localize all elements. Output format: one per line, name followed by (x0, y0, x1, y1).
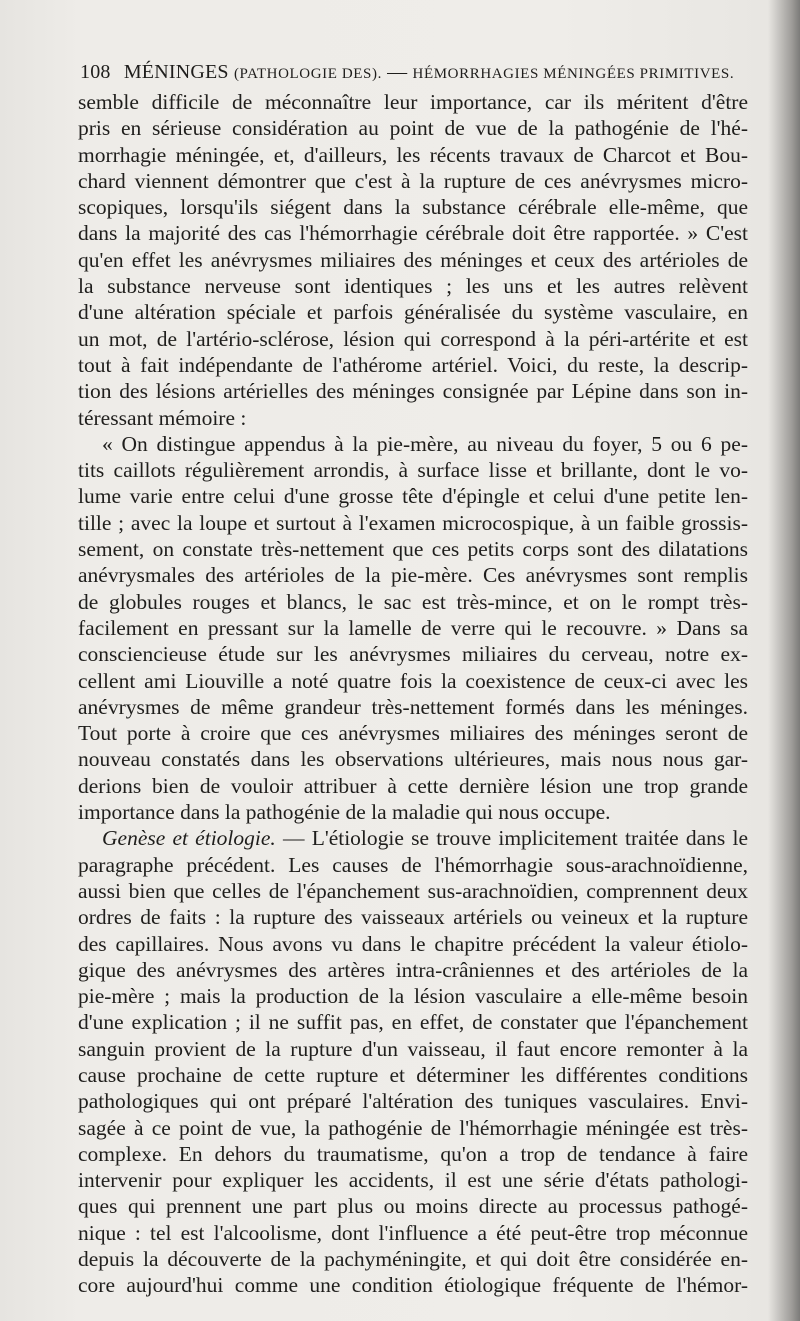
text-line: semble difficile de méconnaître leur importance, car ils méritent d'être (78, 90, 748, 114)
text-line: pris en sérieuse considération au point de vue de la pathogénie de l'hé- (78, 116, 748, 141)
section-title: MÉNINGES (123, 61, 229, 83)
text-line: consciencieuse étude sur les anévrysmes miliaires du cerveau, notre ex- (78, 642, 748, 667)
text-line: ques qui prennent une part plus ou moins directe au processus pathogé- (78, 1194, 748, 1219)
text-line: ordres de faits : la rupture des vaisseaux artériels ou veineux et la rupture (78, 905, 748, 930)
text-line: anévrysmes de même grandeur très-nettement formés dans les méninges. (78, 694, 748, 719)
text-line: intervenir pour expliquer les accidents, il est une série d'états pathologi- (78, 1168, 748, 1193)
section-heading-line (78, 825, 748, 851)
text-line: pie-mère ; mais la production de la lésion vasculaire a elle-même besoin (78, 984, 748, 1009)
text-line: aussi bien que celles de l'épanchement sus-arachnoïdien, comprennent deux (78, 878, 748, 903)
text-line: « On distingue appendus à la pie-mère, au niveau du foyer, 5 ou 6 pe- (102, 431, 748, 456)
body-text (78, 89, 748, 1299)
text-line: d'une explication ; il ne suffit pas, en effet, de constater que l'épanchement (78, 1010, 748, 1035)
text-line: dans la majorité des cas l'hémorrhagie cérébrale doit être rapportée. » C'est (78, 221, 748, 246)
text-line: sanguin provient de la rupture d'un vaisseau, il faut encore remonter à la (78, 1036, 748, 1061)
text-line: Tout porte à croire que ces anévrysmes miliaires des méninges seront de (78, 721, 748, 746)
text-line: paragraphe précédent. Les causes de l'hémorrhagie sous-arachnoïdienne, (78, 852, 748, 877)
text-line: qu'en effet les anévrysmes miliaires des méninges et ceux des artérioles de (78, 247, 748, 272)
text-line: scopiques, lorsqu'ils siégent dans la substance cérébrale elle-même, que (78, 195, 748, 220)
text-line: sagée à ce point de vue, la pathogénie de l'hémorrhagie méningée est très- (78, 1115, 748, 1140)
text-line: gique des anévrysmes des artères intra-crâniennes et des artérioles de la (78, 957, 748, 982)
chapter-topic: HÉMORRHAGIES MÉNINGÉES PRIMITIVES. (412, 66, 735, 82)
text-line: la substance nerveuse sont identiques ; les uns et les autres relèvent (78, 274, 748, 299)
text-line: complexe. En dehors du traumatisme, qu'on a trop de tendance à faire (78, 1141, 748, 1166)
text-line: cellent ami Liouville a noté quatre fois la coexistence de ceux-ci avec les (78, 668, 748, 693)
text-line: d'une altération spéciale et parfois généralisée du système vasculaire, en (78, 300, 748, 325)
text-line: facilement en pressant sur la lamelle de verre qui le recouvre. » Dans sa (78, 615, 748, 640)
text-line: de globules rouges et blancs, le sac est très-mince, et on le rompt très- (78, 589, 748, 614)
text-line: tout à fait indépendante de l'athérome artériel. Voici, du reste, la descrip- (78, 352, 748, 377)
text-line: tion des lésions artérielles des méninges consignée par Lépine dans son in- (78, 379, 748, 404)
header-separator: — (387, 61, 408, 83)
text-line: lume varie entre celui d'une grosse tête d'épingle et celui d'une petite len- (78, 484, 748, 509)
section-heading: Genèse et étiologie. (102, 826, 276, 851)
text-line: pathologiques qui ont préparé l'altération des tuniques vasculaires. Envi- (78, 1089, 748, 1114)
text-line: des capillaires. Nous avons vu dans le chapitre précédent la valeur étiolo- (78, 931, 748, 956)
text-line: morrhagie méningée, et, d'ailleurs, les récents travaux de Charcot et Bou- (78, 142, 748, 167)
text-line: core aujourd'hui comme une condition étiologique fréquente de l'hémor- (78, 1273, 748, 1298)
text-line: nouveau constatés dans les observations ultérieures, mais nous nous gar- (78, 747, 748, 772)
text-line: chard viennent démontrer que c'est à la rupture de ces anévrysmes micro- (78, 168, 748, 193)
section-subtitle: (PATHOLOGIE DES). (233, 66, 382, 82)
text-line: un mot, de l'artério-sclérose, lésion qui correspond à la péri-artérite et est (78, 326, 748, 351)
text-line: importance dans la pathogénie de la maladie qui nous occupe. (78, 800, 611, 825)
text-line: depuis la découverte de la pachyméningite, et qui doit être considérée en- (78, 1247, 748, 1272)
text-line: nique : tel est l'alcoolisme, dont l'influence a été peut-être trop méconnue (78, 1220, 748, 1245)
text-line: tille ; avec la loupe et surtout à l'examen microcospique, à un faible grossis- (78, 510, 748, 535)
heading-line-rest: — L'étiologie se trouve implicitement traitée dans le (275, 826, 748, 851)
page-number: 108 (80, 61, 111, 83)
text-line: sement, on constate très-nettement que ces petits corps sont des dilatations (78, 537, 748, 562)
text-line: tits caillots régulièrement arrondis, à surface lisse et brillante, dont le vo- (78, 458, 748, 483)
text-line: téressant mémoire : (78, 405, 247, 430)
running-head (80, 58, 740, 86)
text-line: anévrysmales des artérioles de la pie-mère. Ces anévrysmes sont remplis (78, 563, 748, 588)
text-line: cause prochaine de cette rupture et déterminer les différentes conditions (78, 1062, 748, 1087)
text-line: derions bien de vouloir attribuer à cette dernière lésion une trop grande (78, 773, 748, 798)
